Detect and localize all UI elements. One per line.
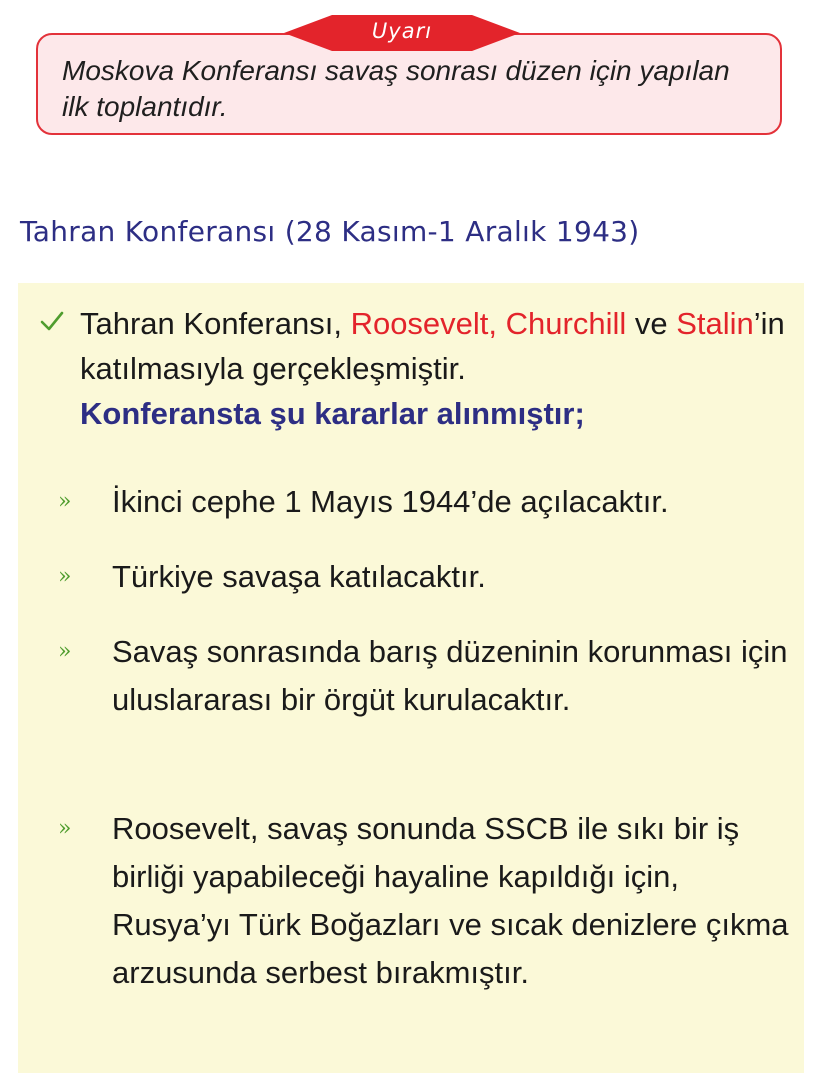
decision-text: Savaş sonrasında barış düzeninin korunması için uluslararası bir örgüt kurulacaktır. bbox=[112, 634, 788, 717]
warning-text: Moskova Konferansı savaş sonrası düzen için yapılan ilk toplantıdır. bbox=[62, 55, 730, 122]
section-heading: Tahran Konferansı (28 Kasım-1 Aralık 1943) bbox=[20, 215, 640, 248]
intro-names-1: Roosevelt, Churchill bbox=[350, 306, 627, 341]
check-icon bbox=[40, 309, 64, 333]
decisions-subheading: Konferansta şu kararlar alınmıştır; bbox=[80, 396, 585, 431]
intro-part-1: Tahran Konferansı, bbox=[80, 306, 351, 341]
intro-names-2: Stalin bbox=[676, 306, 754, 341]
decision-text: Roosevelt, savaş sonunda SSCB ile sıkı bir iş birliği yapabileceği hayaline kapıldığı için, Rusya’yı Türk Boğazları ve sıcak denizlere çıkma arzusunda serbest bırakmıştır. bbox=[112, 811, 789, 990]
intro-paragraph bbox=[80, 301, 790, 436]
bullet-icon: » bbox=[58, 816, 72, 841]
decision-text: Türkiye savaşa katılacaktır. bbox=[112, 559, 486, 594]
intro-part-3: ’in katılmasıyla gerçekleşmiştir. bbox=[80, 306, 785, 386]
warning-badge bbox=[284, 14, 520, 52]
bullet-icon: » bbox=[58, 564, 72, 589]
bullet-icon: » bbox=[58, 489, 72, 514]
decision-text: İkinci cephe 1 Mayıs 1944’de açılacaktır. bbox=[112, 484, 669, 519]
bullet-icon: » bbox=[58, 639, 72, 664]
content-panel bbox=[18, 283, 804, 1073]
intro-text bbox=[80, 301, 790, 391]
intro-part-2: ve bbox=[626, 306, 677, 341]
warning-title: Uyarı bbox=[371, 19, 433, 43]
